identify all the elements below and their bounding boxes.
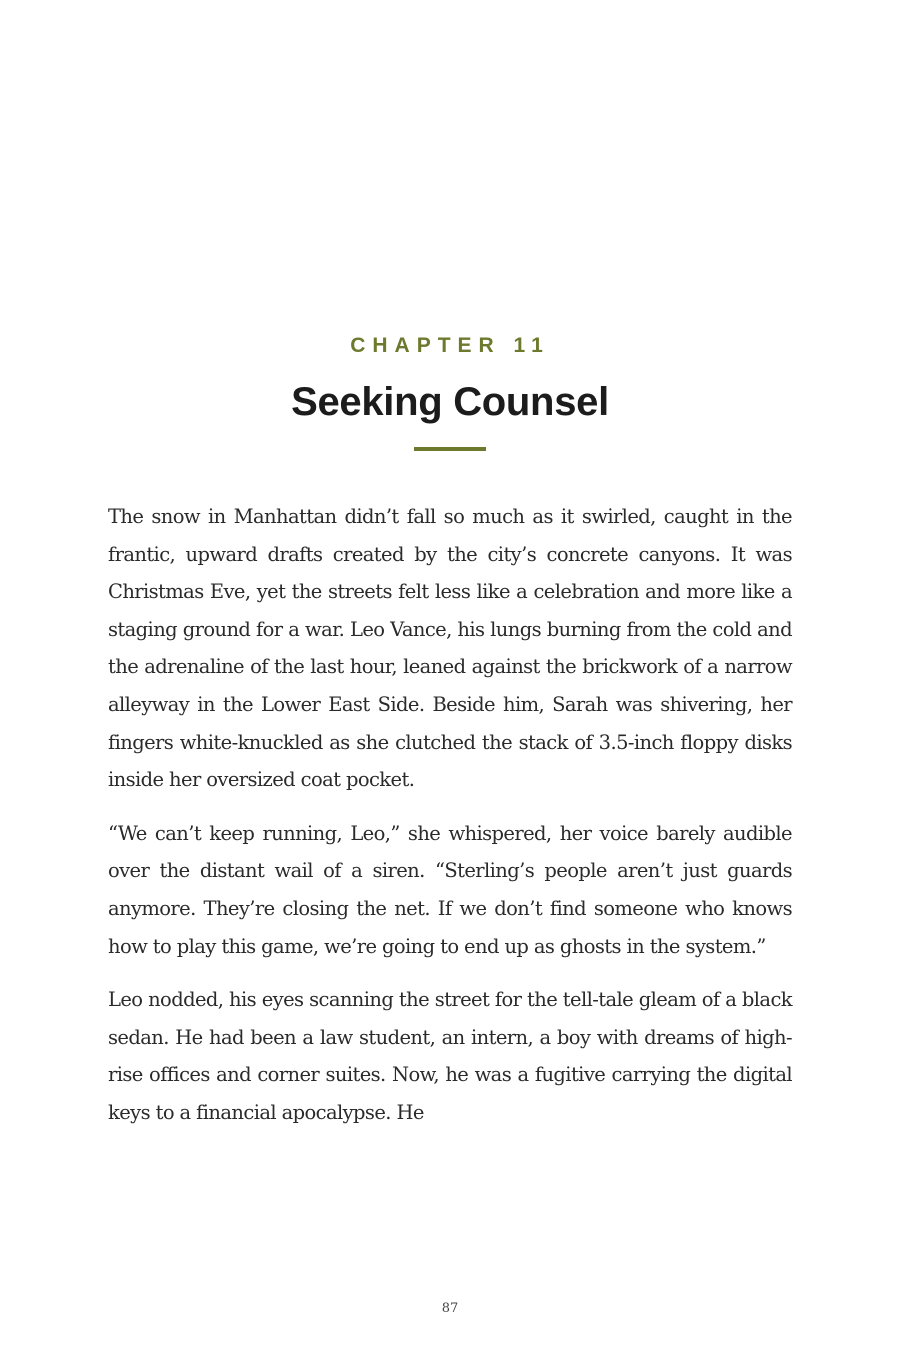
chapter-body xyxy=(108,498,792,1148)
paragraph: The snow in Manhattan didn’t fall so much as it swirled, caught in the frantic, upward drafts created by the city’s concrete canyons. It was Christmas Eve, yet the streets felt less like a celebration and more like a staging ground for a war. Leo Vance, his lungs burning from the cold and the adrenaline of the last hour, leaned against the brickwork of a narrow alleyway in the Lower East Side. Beside him, Sarah was shivering, her fingers white-knuckled as she clutched the stack of 3.5-inch floppy disks inside her oversized coat pocket. xyxy=(108,505,792,792)
title-divider xyxy=(414,447,486,451)
chapter-title: Seeking Counsel xyxy=(291,380,609,424)
page-number: 87 xyxy=(441,1301,459,1316)
paragraph: “We can’t keep running, Leo,” she whispered, her voice barely audible over the distant wail of a siren. “Sterling’s people aren’t just guards anymore. They’re closing the net. If we don’t find someone who knows how to play this game, we’re going to end up as ghosts in the system.” xyxy=(108,821,792,958)
chapter-number-label: CHAPTER 11 xyxy=(350,334,550,357)
paragraph: Leo nodded, his eyes scanning the street for the tell-tale gleam of a black sedan. He had been a law student, an intern, a boy with dreams of high-rise offices and corner suites. Now, he was a fugitive carrying the digital keys to a financial apocalypse. He xyxy=(108,988,792,1124)
